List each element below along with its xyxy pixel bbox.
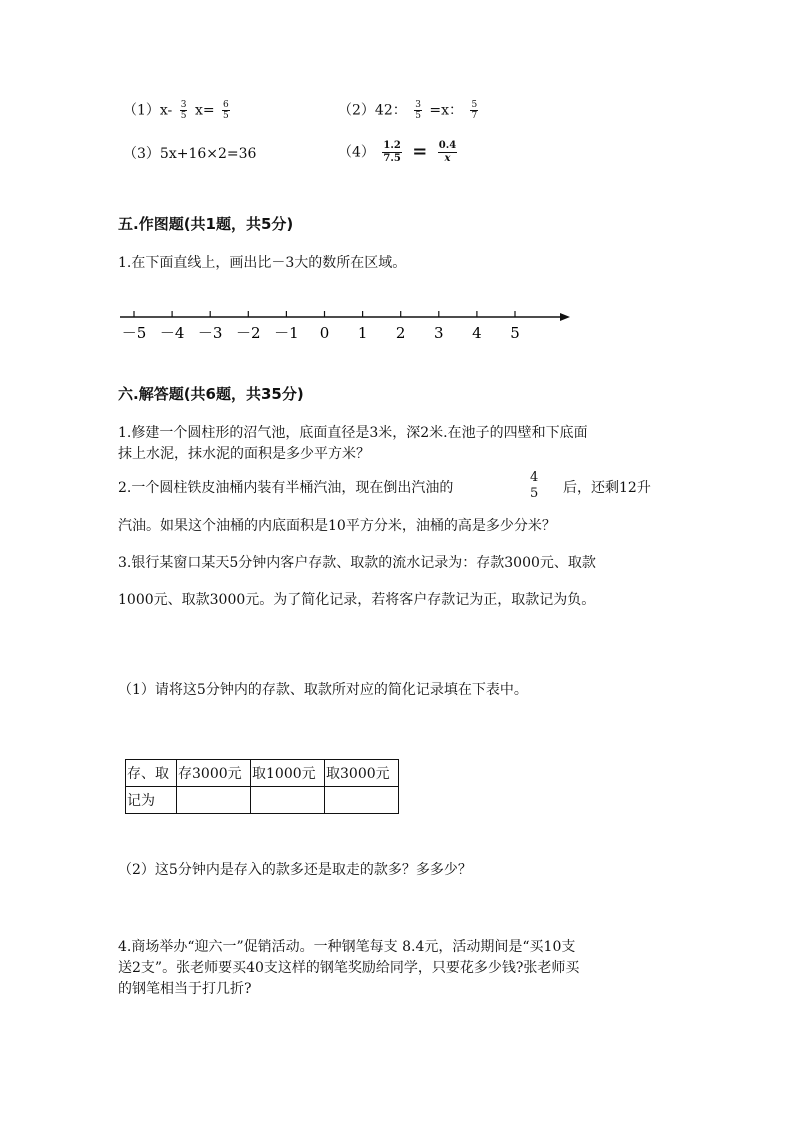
fraction-numerator: 0.4 <box>438 140 457 151</box>
number-line-tick-label: －5 <box>121 324 147 342</box>
section-5-question-1: 1.在下面直线上，画出比－3大的数所在区域。 <box>118 255 407 271</box>
table-row <box>126 787 399 814</box>
fraction-numerator: 1.2 <box>383 140 401 151</box>
question-3-line-2: 1000元、取款3000元。为了简化记录，若将客户存款记为正，取款记为负。 <box>118 592 596 608</box>
number-line-tick-label: 4 <box>472 324 482 342</box>
table-cell-input[interactable] <box>325 787 399 814</box>
table-cell: 存3000元 <box>177 760 251 787</box>
fraction-denominator: 5 <box>180 111 187 121</box>
question-2-fraction <box>526 470 542 502</box>
question-2-line-2: 汽油。如果这个油桶的内底面积是10平方分米，油桶的高是多少分米？ <box>118 518 556 534</box>
fraction <box>438 140 457 165</box>
fraction <box>414 100 422 121</box>
question-1-line-1: 1.修建一个圆柱形的沼气池，底面直径是3米，深2米.在池子的四壁和下底面 <box>118 425 588 441</box>
fraction-denominator: 5 <box>530 486 539 501</box>
equation-2 <box>338 100 481 121</box>
table-cell-input[interactable] <box>177 787 251 814</box>
number-line-tick-label: －4 <box>159 324 185 342</box>
equation-2-mid: =x： <box>429 102 464 119</box>
table-cell-input[interactable] <box>251 787 325 814</box>
number-line-tick-label: －2 <box>236 324 261 342</box>
fraction <box>529 470 539 502</box>
table-cell: 取1000元 <box>251 760 325 787</box>
equation-1-label: （1）x- <box>123 102 173 119</box>
question-4-line-3: 的钢笔相当于打几折? <box>118 981 252 997</box>
fraction-denominator: x <box>444 153 451 164</box>
fraction-numerator: 3 <box>415 100 421 110</box>
number-line-tick-label: 0 <box>319 324 330 342</box>
fraction <box>222 100 230 121</box>
question-3-sub-1: （1）请将这5分钟内的存款、取款所对应的简化记录填在下表中。 <box>118 682 528 698</box>
equation-4 <box>338 140 460 165</box>
number-line-arrow-icon <box>560 313 570 321</box>
fraction-denominator: 7 <box>471 111 478 121</box>
fraction-numerator: 6 <box>223 100 229 110</box>
fraction-denominator: 7.5 <box>383 153 401 164</box>
equation-2-label: （2）42： <box>338 102 407 119</box>
number-line-tick-label: 5 <box>510 324 520 342</box>
section-5-heading: 五.作图题(共1题，共5分) <box>118 215 294 233</box>
equation-3: （3）5x+16×2=36 <box>123 146 257 162</box>
number-line-tick-label: 3 <box>434 324 444 342</box>
question-2-part-2: 后，还剩12升 <box>563 480 651 496</box>
fraction-numerator: 5 <box>471 100 478 110</box>
question-2-part-1: 2.一个圆柱铁皮油桶内装有半桶汽油，现在倒出汽油的 <box>118 480 454 496</box>
fraction-numerator: 3 <box>180 100 187 110</box>
equation-4-label: （4） <box>338 144 375 161</box>
question-1-line-2: 抹上水泥，抹水泥的面积是多少平方米？ <box>118 446 370 462</box>
equation-1 <box>123 100 233 121</box>
number-line-tick-label: －3 <box>197 324 223 342</box>
question-3-sub-2: （2）这5分钟内是存入的款多还是取走的款多？多多少？ <box>118 862 472 878</box>
equation-1-mid: x= <box>194 102 215 119</box>
table-cell: 取3000元 <box>325 760 399 787</box>
fraction-numerator: 4 <box>530 470 539 485</box>
question-4-line-1: 4.商场举办“迎六一”促销活动。一种钢笔每支 8.4元，活动期间是“买10支 <box>118 939 576 955</box>
number-line-tick-label: －1 <box>274 324 299 342</box>
question-3-line-1: 3.银行某窗口某天5分钟内客户存款、取款的流水记录为：存款3000元、取款 <box>118 555 596 571</box>
number-line-tick-label: 2 <box>395 324 406 342</box>
question-4-line-2: 送2支”。张老师要买40支这样的钢笔奖励给同学，只要花多少钱?张老师买 <box>118 960 580 976</box>
equals-sign: = <box>412 140 428 162</box>
fraction <box>470 100 478 121</box>
table-row <box>126 760 399 787</box>
fraction <box>382 140 401 165</box>
number-line <box>115 305 575 350</box>
fraction <box>180 100 188 121</box>
number-line-tick-label: 1 <box>357 324 368 342</box>
record-table <box>125 759 399 814</box>
section-6-heading: 六.解答题(共6题，共35分) <box>118 385 304 403</box>
table-cell: 存、取 <box>126 760 177 787</box>
number-line-ticks <box>122 311 520 342</box>
fraction-denominator: 5 <box>223 111 229 121</box>
table-cell: 记为 <box>126 787 177 814</box>
fraction-denominator: 5 <box>415 111 421 121</box>
